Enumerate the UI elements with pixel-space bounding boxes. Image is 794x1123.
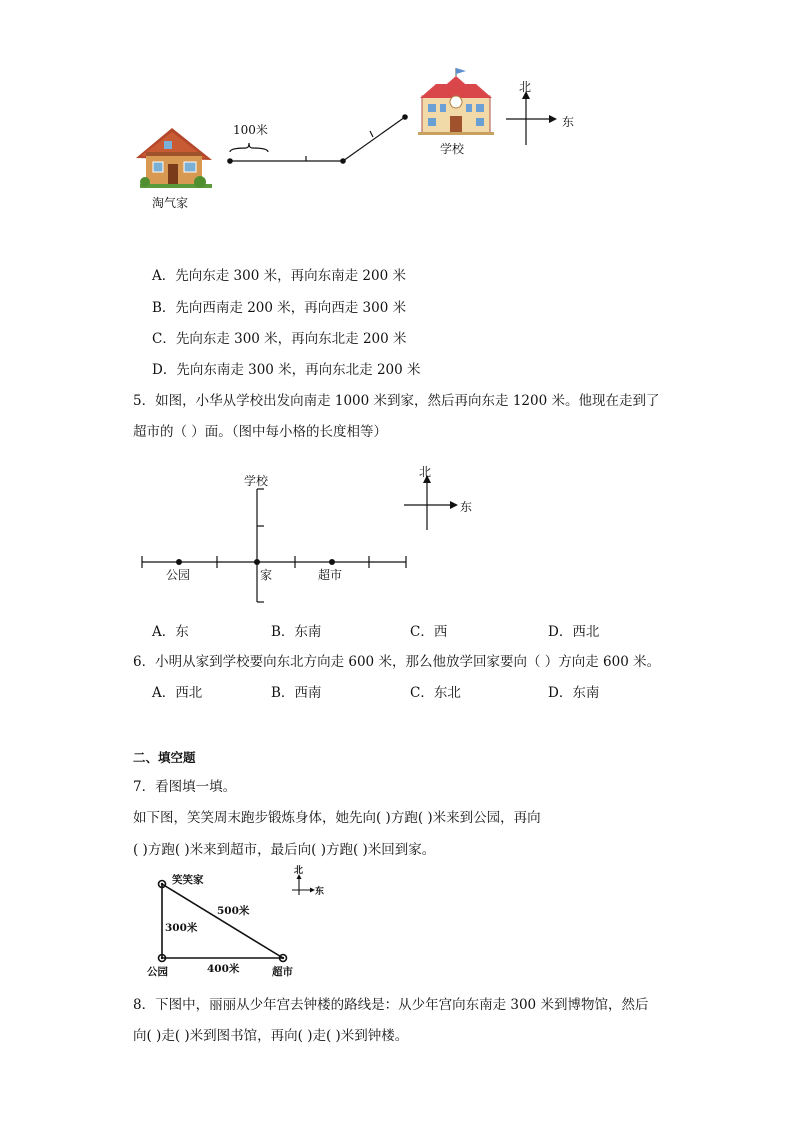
home-label: 淘气家 bbox=[152, 196, 189, 210]
q7-north-label: 北 bbox=[294, 866, 304, 876]
house-icon bbox=[136, 128, 212, 188]
compass-icon bbox=[506, 96, 552, 145]
east-label: 东 bbox=[562, 115, 575, 129]
q5-option-b[interactable]: B．东南 bbox=[271, 624, 322, 640]
q7-distance-500: 500米 bbox=[217, 905, 250, 917]
q5-home-label: 家 bbox=[260, 568, 273, 582]
q5-option-d[interactable]: D．西北 bbox=[548, 624, 600, 640]
north-label: 北 bbox=[519, 80, 532, 94]
q4-option-a[interactable]: A．先向东走 300 米，再向东南走 200 米 bbox=[152, 268, 406, 284]
q5-option-c[interactable]: C．西 bbox=[410, 624, 448, 640]
q5-east-label: 东 bbox=[460, 500, 473, 514]
q4-option-c[interactable]: C．先向东走 300 米，再向东北走 200 米 bbox=[152, 331, 407, 347]
q5-north-label: 北 bbox=[419, 465, 432, 479]
home-point bbox=[227, 158, 233, 164]
market-point bbox=[329, 559, 335, 565]
q5-school-label: 学校 bbox=[244, 474, 269, 488]
turn-point bbox=[340, 158, 346, 164]
q5-market-label: 超市 bbox=[318, 568, 343, 582]
home-point bbox=[254, 559, 260, 565]
school-label: 学校 bbox=[440, 142, 465, 156]
q7-market-label: 超市 bbox=[272, 966, 293, 978]
distance-label: 100米 bbox=[233, 123, 268, 137]
q4-option-b[interactable]: B．先向西南走 200 米，再向西走 300 米 bbox=[152, 300, 407, 316]
q6-option-c[interactable]: C．东北 bbox=[410, 685, 461, 701]
q8-text-line1: 8．下图中，丽丽从少年宫去钟楼的路线是：从少年宫向东南走 300 米到博物馆，然后 bbox=[133, 997, 649, 1013]
q7-east-label: 东 bbox=[315, 887, 325, 897]
q4-option-d[interactable]: D．先向东南走 300 米，再向东北走 200 米 bbox=[152, 362, 421, 378]
q7-park-label: 公园 bbox=[147, 966, 168, 978]
q5-park-label: 公园 bbox=[166, 568, 191, 582]
q6-option-d[interactable]: D．东南 bbox=[548, 685, 600, 701]
q5-text-line1: 5．如图，小华从学校出发向南走 1000 米到家，然后再向东走 1200 米。他现在走到了 bbox=[133, 393, 660, 409]
q7-title: 7．看图填一填。 bbox=[133, 779, 237, 795]
q7-distance-400: 400米 bbox=[207, 963, 240, 975]
q8-text-line2: 向( )走( )米到图书馆，再向( )走( )米到钟楼。 bbox=[133, 1028, 409, 1044]
q5-figure bbox=[0, 455, 794, 615]
route-figure-1 bbox=[0, 0, 794, 250]
school-icon bbox=[418, 68, 494, 135]
q7-text-line2: ( )方跑( )米来到超市，最后向( )方跑( )米回到家。 bbox=[133, 842, 436, 858]
q7-home-label: 笑笑家 bbox=[172, 874, 204, 886]
q6-text: 6．小明从家到学校要向东北方向走 600 米，那么他放学回家要向（ ）方向走 600 米。 bbox=[133, 654, 661, 670]
q7-text-line1: 如下图，笑笑周末跑步锻炼身体，她先向( )方跑( )米来到公园，再向 bbox=[133, 810, 541, 826]
q6-option-b[interactable]: B．西南 bbox=[271, 685, 322, 701]
q6-option-a[interactable]: A．西北 bbox=[152, 685, 203, 701]
park-point bbox=[176, 559, 182, 565]
compass-icon bbox=[292, 877, 312, 895]
school-point bbox=[402, 114, 408, 120]
section-title: 二、填空题 bbox=[133, 750, 196, 765]
q7-distance-300: 300米 bbox=[165, 922, 198, 934]
q5-text-line2: 超市的（ ）面。（图中每小格的长度相等） bbox=[133, 424, 388, 440]
q7-figure bbox=[0, 870, 794, 980]
q5-option-a[interactable]: A．东 bbox=[152, 624, 189, 640]
